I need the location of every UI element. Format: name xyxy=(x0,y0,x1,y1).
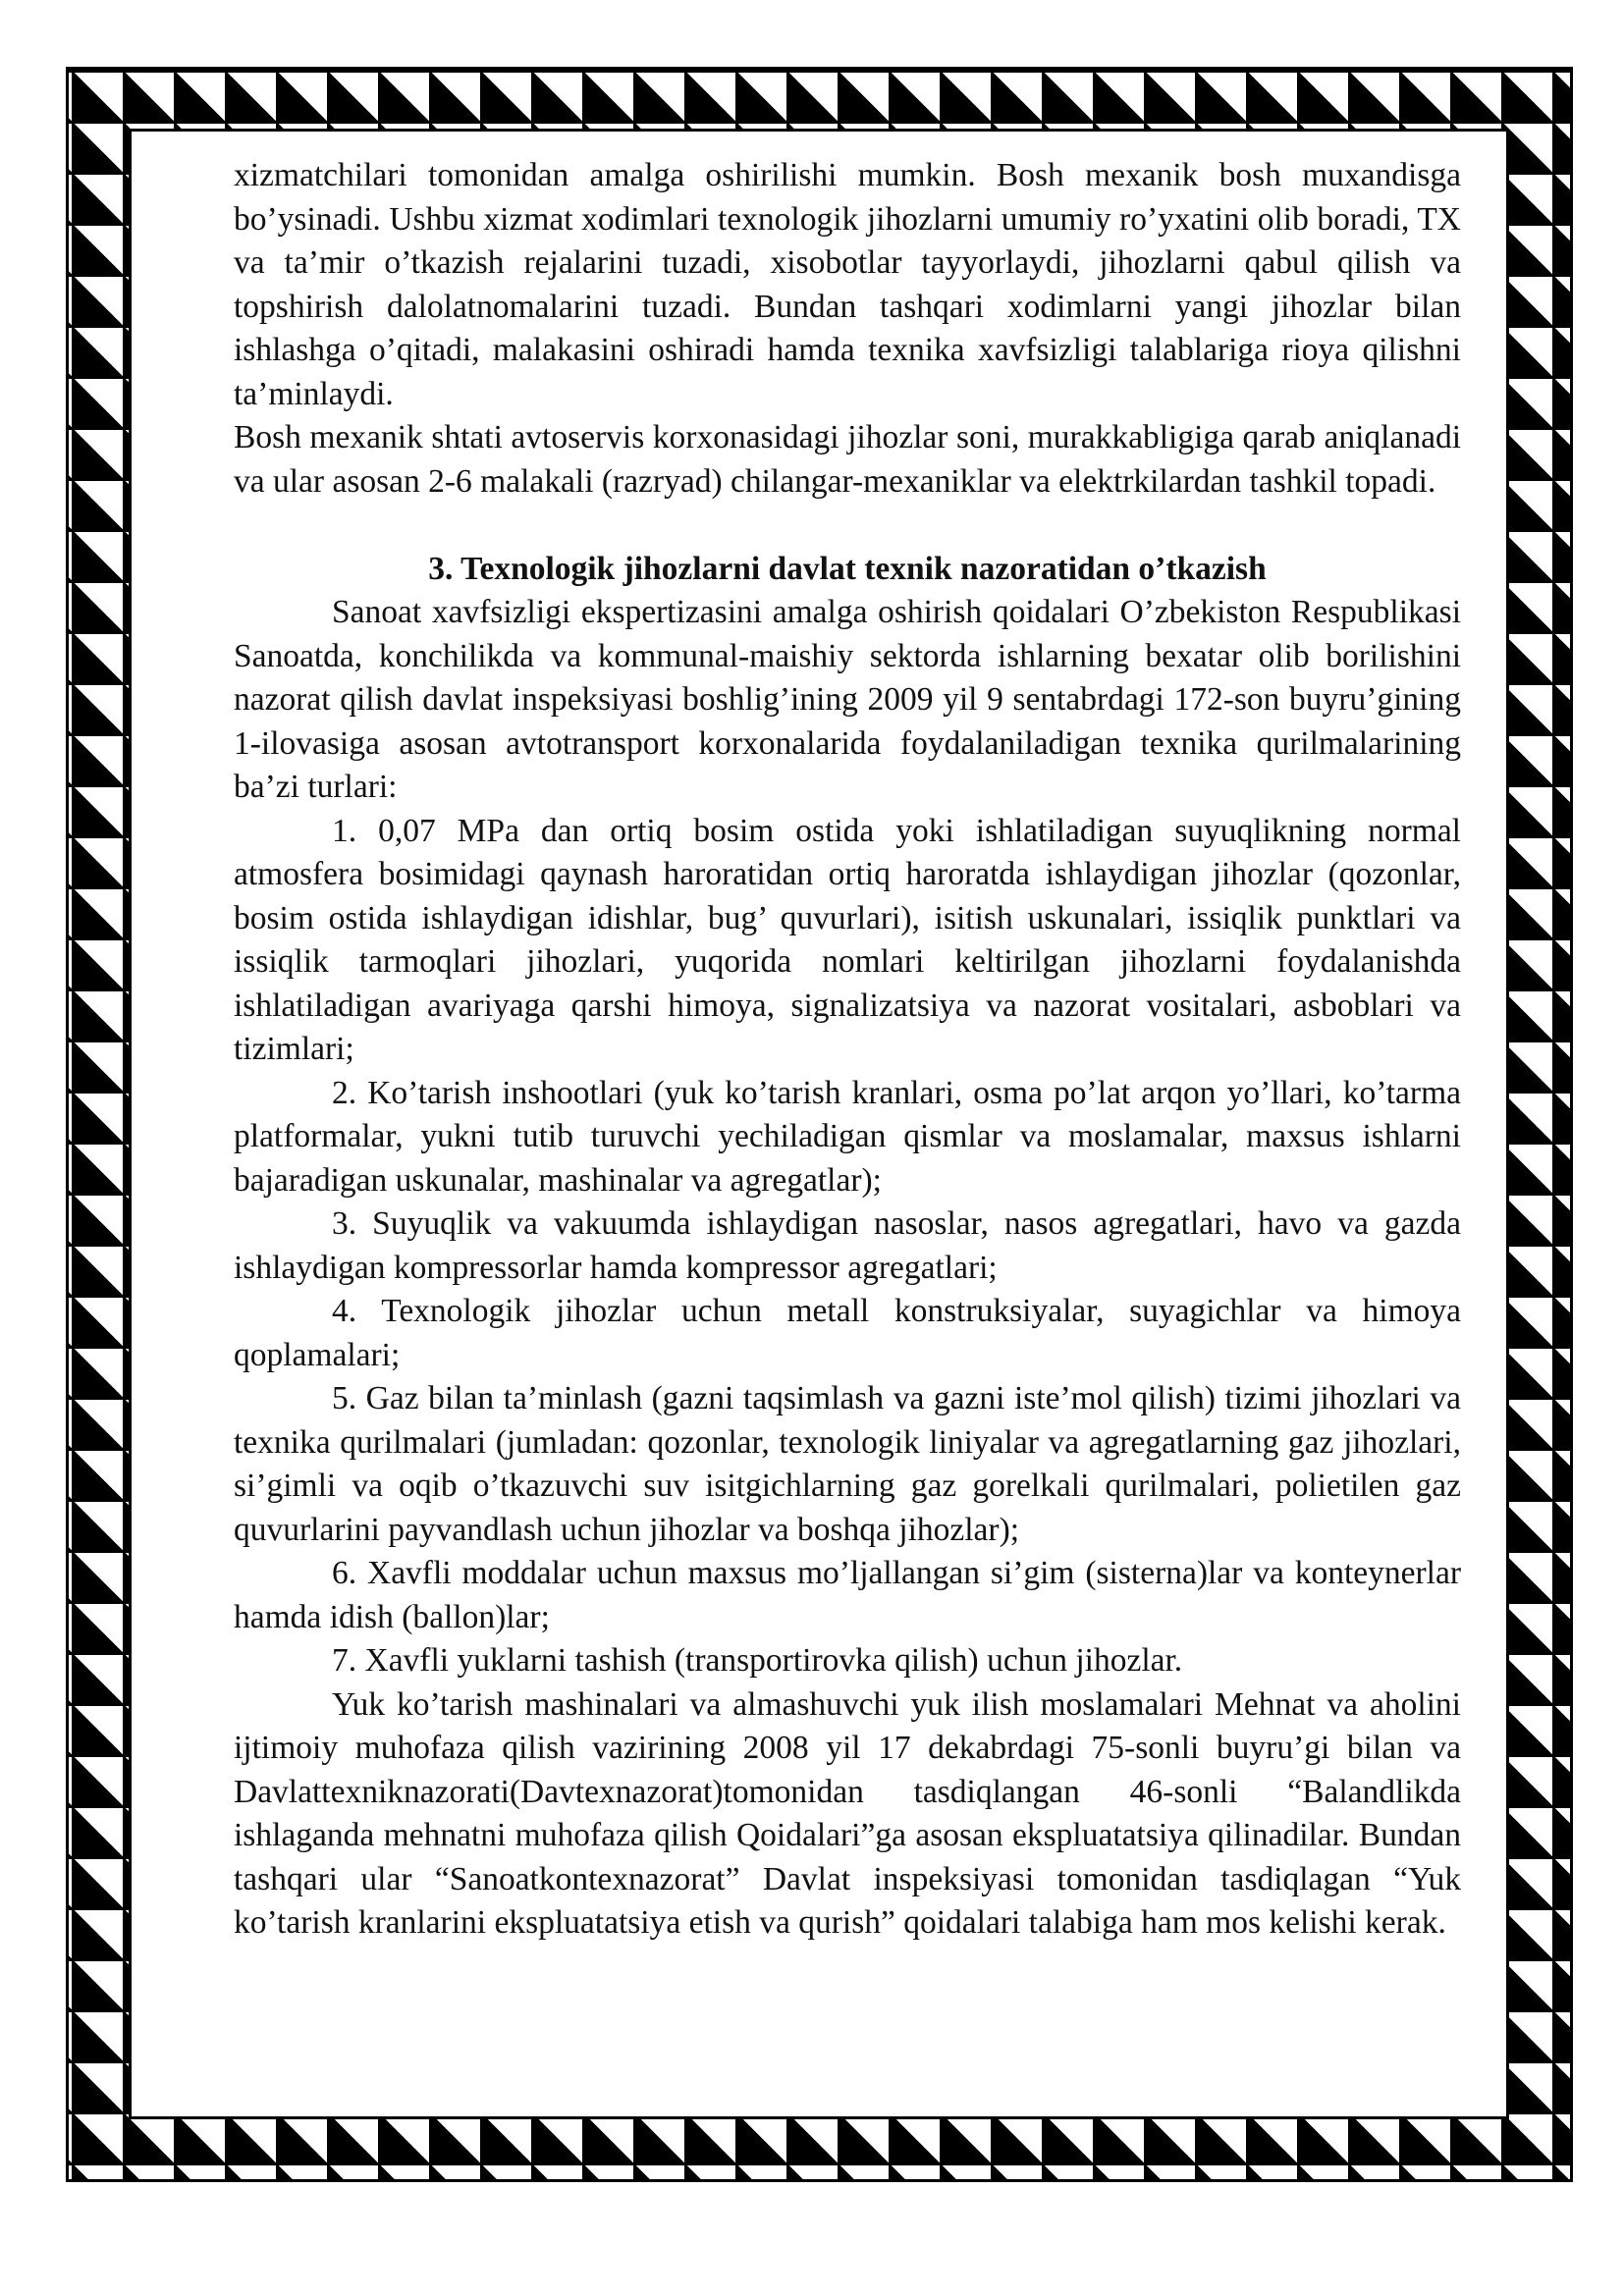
list-item-1: 1. 0,07 MPa dan ortiq bosim ostida yoki ishlatiladigan suyuqlikning normal atmosfera bosimidagi qaynash haroratidan ortiq haroratda ishlaydigan jihozlar (qozonlar, bosim ostida ishlaydigan idishlar, bug’ quvurlari), isitish uskunalari, issiqlik punktlari va issiqlik tarmoqlari jihozlari, yuqorida nomlari keltirilgan jihozlarni foydalanishda ishlatiladigan avariyaga qarshi himoya, signalizatsiya va nazorat vositalari, asboblari va tizimlari; xyxy=(234,812,1461,1067)
document-body xyxy=(234,154,1461,1946)
blank-line xyxy=(234,504,1461,548)
section-heading: 3. Texnologik jihozlarni davlat texnik nazoratidan o’tkazish xyxy=(428,550,1267,587)
section-intro-paragraph: Sanoat xavfsizligi ekspertizasini amalga oshirish qoidalari O’zbekiston Respublikasi Sanoatda, konchilikda va kommunal-maishiy sektorda ishlarning bexatar olib borilishini nazorat qilish davlat inspeksiyasi boshlig’ining 2009 yil 9 sentabrdagi 172-son buyru’gining 1-ilovasiga asosan avtotransport korxonalarida foydalaniladigan texnika qurilmalarining ba’zi turlari: xyxy=(234,594,1461,805)
list-item-6: 6. Xavfli moddalar uchun maxsus mo’ljallangan si’gim (sisterna)lar va konteynerlar hamda idish (ballon)lar; xyxy=(234,1555,1461,1635)
list-item-2: 2. Ko’tarish inshootlari (yuk ko’tarish kranlari, osma po’lat arqon yo’llari, ko’tarma platformalar, yukni tutib turuvchi yechiladigan qismlar va moslamalar, maxsus ishlarni bajaradigan uskunalar, mashinalar va agregatlar); xyxy=(234,1074,1461,1199)
paragraph-chief-mechanic-staff: Bosh mexanik shtati avtoservis korxonasidagi jihozlar soni, murakkabligiga qarab aniqlanadi va ular asosan 2-6 malakali (razryad) chilangar-mexaniklar va elektrkilardan tashkil topadi. xyxy=(234,419,1461,500)
paragraph-staff-duties: xizmatchilari tomonidan amalga oshirilishi mumkin. Bosh mexanik bosh muxandisga bo’ysinadi. Ushbu xizmat xodimlari texnologik jihozlarni umumiy ro’yxatini olib boradi, TX va ta’mir o’tkazish rejalarini tuzadi, xisobotlar tayyorlaydi, jihozlarni qabul qilish va topshirish dalolatnomalarini tuzadi. Bundan tashqari xodimlarni yangi jihozlar bilan ishlashga o’qitadi, malakasini oshiradi hamda texnika xavfsizligi talablariga rioya qilishni ta’minlaydi. xyxy=(234,157,1461,412)
list-item-7: 7. Xavfli yuklarni tashish (transportirovka qilish) uchun jihozlar. xyxy=(332,1642,1183,1679)
closing-paragraph: Yuk ko’tarish mashinalari va almashuvchi yuk ilish moslamalari Mehnat va aholini ijtimoiy muhofaza qilish vazirining 2008 yil 17 dekabrdagi 75-sonli buyru’gi bilan va Davlattexniknazorati(Davtexnazorat)tomonidan tasdiqlangan 46-sonli “Balandlikda ishlaganda mehnatni muhofaza qilish Qoidalari”ga asosan ekspluatatsiya qilinadilar. Bundan tashqari ular “Sanoatkontexnazorat” Davlat inspeksiyasi tomonidan tasdiqlagan “Yuk ko’tarish kranlarini ekspluatatsiya etish va qurish” qoidalari talabiga ham mos kelishi kerak. xyxy=(234,1685,1461,1941)
list-item-3: 3. Suyuqlik va vakuumda ishlaydigan nasoslar, nasos agregatlari, havo va gazda ishlaydigan kompressorlar hamda kompressor agregatlari; xyxy=(234,1205,1461,1286)
list-item-5: 5. Gaz bilan ta’minlash (gazni taqsimlash va gazni iste’mol qilish) tizimi jihozlari va texnika qurilmalari (jumladan: qozonlar, texnologik liniyalar va agregatlarning gaz jihozlari, si’gimli va oqib o’tkazuvchi suv isitgichlarning gaz gorelkali qurilmalari, polietilen gaz quvurlarini payvandlash uchun jihozlar va boshqa jihozlar); xyxy=(234,1380,1461,1548)
list-item-4: 4. Texnologik jihozlar uchun metall konstruksiyalar, suyagichlar va himoya qoplamalari; xyxy=(234,1293,1461,1373)
